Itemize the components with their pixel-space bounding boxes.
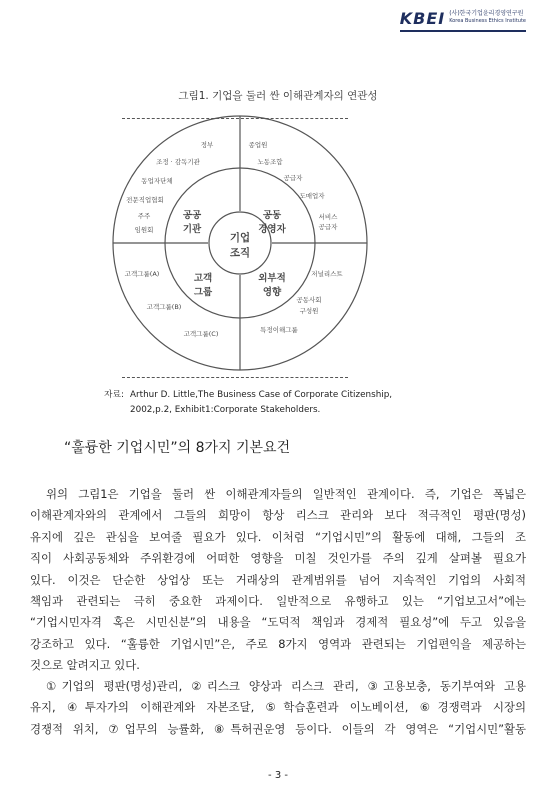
stakeholder-journalists: 저널리스트 xyxy=(311,270,343,278)
source-line2: 2002,p.2, Exhibit1:Corporate Stakeholders. xyxy=(130,405,321,415)
paragraph-1-line: 이해관계자와의 관계에서 그들의 희망이 항상 리스크 관리와 보다 적극적인 평판(명성) xyxy=(30,508,526,523)
logo-text xyxy=(449,10,526,25)
logo-english-name: Korea Business Ethics Institute xyxy=(449,18,526,24)
logo-korean-name: (사)한국기업윤리경영연구원 xyxy=(449,10,524,17)
paragraph-1-line: 책임과 관련되는 극히 중요한 과제이다. 일반적으로 유행하고 있는 “기업보고서”에는 xyxy=(30,594,526,609)
stakeholder-labor-unions: 노동조합 xyxy=(257,158,283,166)
stakeholder-customer-group-a: 고객그룹(A) xyxy=(124,270,160,278)
paragraph-1-line: 있다. 이것은 단순한 상업상 또는 거래상의 관계범위를 넘어 지속적인 기업의 사회적 xyxy=(30,572,526,587)
stakeholder-government: 정부 xyxy=(200,141,214,149)
figure-caption: 그림1. 기업을 둘러 싼 이해관계자의 연관성 xyxy=(178,90,378,102)
stakeholder-board: 임원회 xyxy=(134,226,154,234)
logo-underline xyxy=(400,30,526,32)
stakeholder-wholesalers: 도매업자 xyxy=(299,192,325,200)
stakeholder-customer-group-c: 고객그룹(C) xyxy=(183,330,219,338)
stakeholder-customer-group-b: 고객그룹(B) xyxy=(146,303,182,311)
paragraph-1-line: 직이 사회공동체와 주위환경에 어떠한 영향을 미칠 것인가를 주의 깊게 살펴볼 필요가 xyxy=(30,551,526,566)
source-line1 xyxy=(104,388,392,403)
page-number: - 3 - xyxy=(268,770,288,781)
paragraph-1-line: 강조하고 있다. “훌륭한 기업시민”은, 주로 8가지 영역과 관련되는 기업편익을 제공하는 xyxy=(30,636,526,651)
paragraph-2-line: 유지, ④투자가의 이해관계와 자본조달, ⑤학습훈련과 이노베이션, ⑥경쟁력과 시장의 xyxy=(30,700,526,715)
stakeholder-special-interest-groups: 특정이해그룹 xyxy=(260,326,298,334)
stakeholder-diagram xyxy=(100,112,380,374)
stakeholder-service-providers-line1: 서비스 xyxy=(318,213,338,221)
quadrant-external-line1: 외부적 xyxy=(258,273,286,284)
center-label-line2: 조직 xyxy=(229,247,251,259)
stakeholder-suppliers: 공급자 xyxy=(283,174,303,182)
quadrant-customers-line1: 고객 xyxy=(193,273,213,284)
stakeholder-community-line1: 공동사회 xyxy=(296,296,322,304)
quadrant-comanagers-line1: 공동 xyxy=(262,210,282,221)
stakeholder-community-line2: 구성원 xyxy=(299,307,319,315)
stakeholder-trade-associations: 동업자단체 xyxy=(141,177,173,185)
divider-bottom xyxy=(122,377,348,378)
quadrant-customers-line2: 그룹 xyxy=(193,287,213,298)
quadrant-public-line2: 기관 xyxy=(182,224,202,235)
figure-source xyxy=(104,388,392,418)
paragraph-1-line: “기업시민자격 혹은 시민신분”의 내용을 “도덕적 책임과 경제적 필요성”에 두고 있음을 xyxy=(30,615,526,630)
stakeholder-professional-associations: 전문직업협회 xyxy=(126,196,164,204)
stakeholder-service-providers-line2: 공급자 xyxy=(318,223,338,231)
source-citation: Arthur D. Little,The Business Case of Corporate Citizenship, xyxy=(130,390,393,400)
institute-logo xyxy=(400,10,526,28)
paragraph-1 xyxy=(30,484,526,677)
quadrant-external-line2: 영향 xyxy=(262,287,282,298)
center-label-line1: 기업 xyxy=(229,232,251,244)
paragraph-2-line: ①기업의 평판(명성)관리, ②리스크 양상과 리스크 관리, ③고용보충, 동기부여와 고용 xyxy=(46,679,526,693)
paragraph-1-line: 위의 그림1은 기업을 둘러 싼 이해관계자들의 일반적인 관계이다. 즉, 기업은 폭넓은 xyxy=(46,487,526,501)
quadrant-public-line1: 공공 xyxy=(182,210,202,221)
source-label: 자료: xyxy=(104,390,124,400)
paragraph-1-line: 유지에 깊은 관심을 보여줄 필요가 있다. 이처럼 “기업시민”의 활동에 대해, 그들의 조 xyxy=(30,529,526,544)
section-heading: “훌륭한 기업시민”의 8가지 기본요건 xyxy=(64,440,291,456)
paragraph-1-line: 것으로 알려지고 있다. xyxy=(30,658,140,673)
logo-mark: KBEI xyxy=(399,9,446,28)
paragraph-2 xyxy=(30,676,526,740)
quadrant-comanagers-line2: 경영자 xyxy=(258,224,286,235)
stakeholder-shareholders: 주주 xyxy=(137,212,151,220)
stakeholder-regulators: 조정 · 감독기관 xyxy=(156,158,200,166)
stakeholder-employees: 종업원 xyxy=(248,141,268,149)
paragraph-2-line: 경쟁적 위치, ⑦업무의 능률화, ⑧특허권운영 등이다. 이들의 각 영역은 “기업시민”활동 xyxy=(30,721,526,736)
